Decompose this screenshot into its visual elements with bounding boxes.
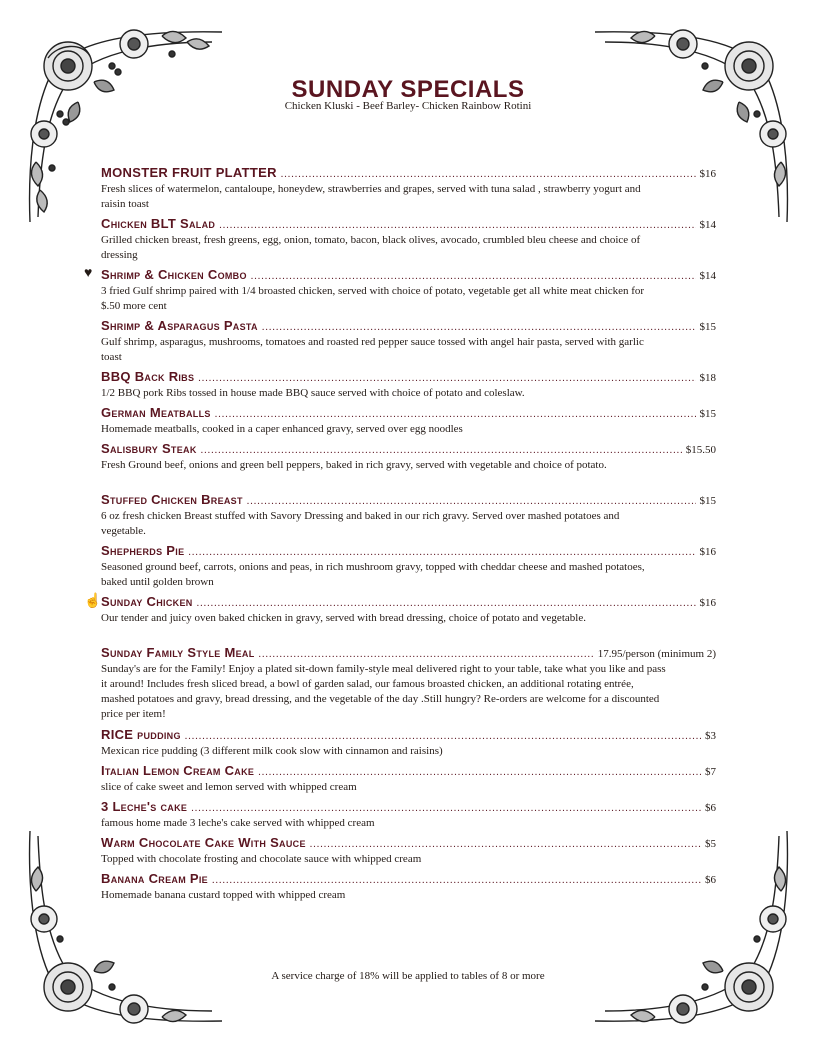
item-name: Banana Cream Pie (101, 871, 208, 886)
menu-item (101, 318, 716, 369)
dot-leader (262, 322, 696, 333)
menu-item (101, 871, 716, 907)
item-price: $7 (705, 766, 716, 778)
item-price: $15 (699, 321, 716, 333)
item-price: $14 (699, 270, 716, 282)
item-name: Shepherds Pie (101, 543, 185, 558)
item-name: Shrimp & Chicken Combo (101, 267, 247, 282)
item-name: MONSTER FRUIT PLATTER (101, 165, 277, 180)
dot-leader (198, 373, 695, 384)
dot-leader (188, 547, 695, 558)
item-description: Fresh Ground beef, onions and green bell peppers, baked in rich gravy, served with vegetable and choice of potato. (101, 459, 607, 471)
item-price: $3 (705, 730, 716, 742)
dot-leader (197, 598, 696, 609)
dot-leader (191, 803, 701, 814)
item-name: Warm Chocolate Cake With Sauce (101, 835, 306, 850)
item-price: $15 (699, 408, 716, 420)
menu-item (101, 799, 716, 835)
item-name: RICE pudding (101, 727, 181, 742)
item-description: 3 fried Gulf shrimp paired with 1/4 broasted chicken, served with choice of potato, vegetable get all white meat chicken for $.50 more cent (101, 285, 645, 312)
menu-item (101, 216, 716, 267)
item-description: slice of cake sweet and lemon served with whipped cream (101, 781, 357, 793)
item-description: Seasoned ground beef, carrots, onions and peas, in rich mushroom gravy, topped with cheddar cheese and mashed potatoes, baked until golden brown (101, 561, 645, 588)
soups-of-the-day: Chicken Kluski - Beef Barley- Chicken Rainbow Rotini (284, 100, 532, 112)
item-name: 3 Leche's cake (101, 799, 188, 814)
item-description: famous home made 3 leche's cake served with whipped cream (101, 817, 375, 829)
service-charge-note: A service charge of 18% will be applied to tables of 8 or more (271, 970, 545, 982)
item-description: 1/2 BBQ pork Ribs tossed in house made BBQ sauce served with choice of potato and coleslaw. (101, 387, 525, 399)
item-price: 17.95/person (minimum 2) (597, 648, 716, 660)
item-price: $16 (699, 546, 716, 558)
page-title: SUNDAY SPECIALS (291, 76, 525, 103)
item-price: $6 (705, 802, 716, 814)
item-price: $18 (699, 372, 716, 384)
menu-item (101, 492, 716, 543)
menu-item (101, 165, 716, 216)
item-price: $15.50 (685, 444, 716, 456)
item-name: Sunday Chicken (101, 594, 193, 609)
item-description: Our tender and juicy oven baked chicken in gravy, served with bread dressing, choice of potato and vegetable. (101, 612, 586, 624)
menu-item (101, 543, 716, 594)
menu-item (101, 645, 716, 727)
dot-leader (215, 409, 696, 420)
dot-leader (259, 649, 594, 660)
menu-item (101, 441, 716, 492)
pointing-hand-icon: ☝ (84, 594, 102, 609)
item-price: $5 (705, 838, 716, 850)
item-name: German Meatballs (101, 405, 211, 420)
menu-item (101, 763, 716, 799)
item-name: Sunday Family Style Meal (101, 645, 255, 660)
item-description: Mexican rice pudding (3 different milk cook slow with cinnamon and raisins) (101, 745, 443, 757)
item-description: Grilled chicken breast, fresh greens, egg, onion, tomato, bacon, black olives, avocado, crumbled bleu cheese and choice of dressing (101, 234, 641, 261)
dot-leader (281, 169, 696, 180)
item-description: Gulf shrimp, asparagus, mushrooms, tomatoes and roasted red pepper sauce tossed with angel hair pasta, served with garlic toast (101, 336, 644, 363)
item-description: Homemade meatballs, cooked in a caper enhanced gravy, served over egg noodles (101, 423, 463, 435)
dot-leader (247, 496, 696, 507)
item-description: 6 oz fresh chicken Breast stuffed with Savory Dressing and baked in our rich gravy. Served over mashed potatoes and vegetable. (101, 510, 620, 537)
item-description: Homemade banana custard topped with whipped cream (101, 889, 346, 901)
dot-leader (251, 271, 696, 282)
item-name: Stuffed Chicken Breast (101, 492, 243, 507)
menu-item (101, 727, 716, 763)
dot-leader (185, 731, 701, 742)
dot-leader (201, 445, 682, 456)
item-description: Fresh slices of watermelon, cantaloupe, honeydew, strawberries and grapes, served with tuna salad , strawberry yogurt and raisin toast (101, 183, 641, 210)
item-price: $6 (705, 874, 716, 886)
dot-leader (310, 839, 701, 850)
menu-item (101, 369, 716, 405)
menu-list (84, 165, 716, 907)
menu-item (84, 594, 716, 645)
item-price: $16 (699, 168, 716, 180)
heart-icon: ♥ (84, 266, 93, 281)
menu-item (101, 405, 716, 441)
item-price: $16 (699, 597, 716, 609)
item-name: BBQ Back Ribs (101, 369, 195, 384)
dot-leader (212, 875, 701, 886)
menu-item (84, 266, 716, 318)
item-description: Topped with chocolate frosting and chocolate sauce with whipped cream (101, 853, 422, 865)
dot-leader (219, 220, 695, 231)
item-price: $14 (699, 219, 716, 231)
item-price: $15 (699, 495, 716, 507)
item-description: Sunday's are for the Family! Enjoy a plated sit-down family-style meal delivered right to your table, take what you like and pass it around! Includes fresh sliced bread, a bowl of garden salad, our famous broasted chicken, an additional rotating entrée, mashed potatoes and gravy, bread dressing, and the vegetable of the day .Still hungry? Re-orders are welcome for a discounted price per item! (101, 663, 666, 720)
item-name: Italian Lemon Cream Cake (101, 763, 255, 778)
item-name: Shrimp & Asparagus Pasta (101, 318, 258, 333)
dot-leader (258, 767, 701, 778)
item-name: Salisbury Steak (101, 441, 197, 456)
item-name: Chicken BLT Salad (101, 216, 216, 231)
menu-item (101, 835, 716, 871)
